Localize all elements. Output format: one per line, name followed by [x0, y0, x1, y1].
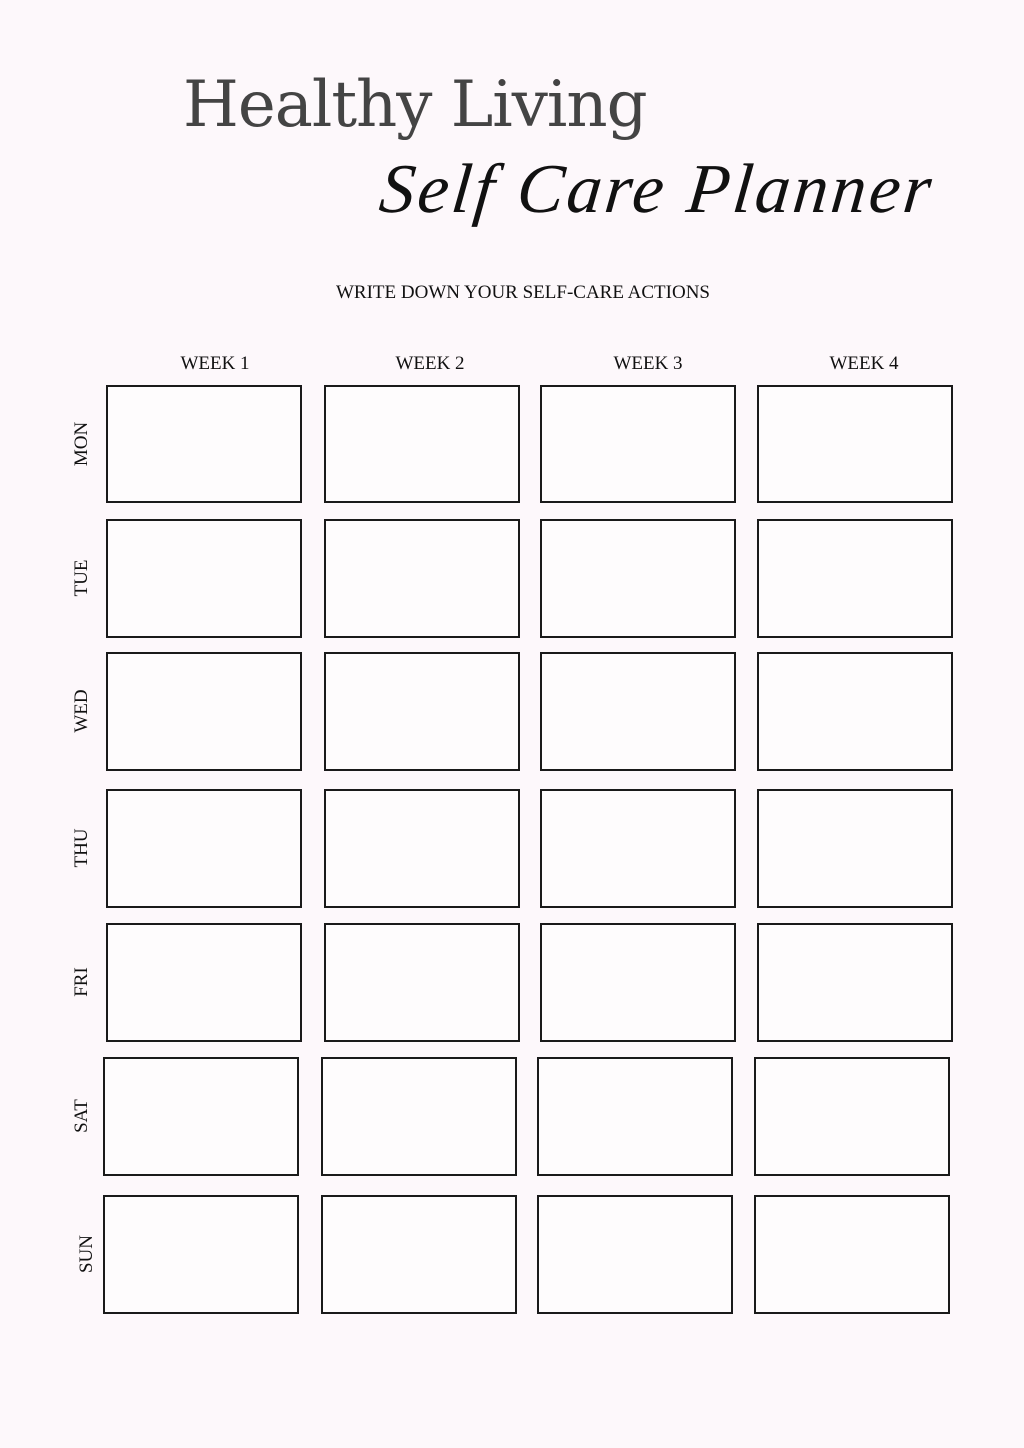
page-title: Healthy Living — [183, 68, 647, 142]
day-label: SAT — [71, 1099, 92, 1133]
week-header: WEEK 4 — [829, 353, 899, 374]
planner-cell[interactable] — [103, 1057, 299, 1176]
planner-cell[interactable] — [540, 652, 736, 771]
planner-cell[interactable] — [324, 652, 520, 771]
planner-cell[interactable] — [754, 1195, 950, 1314]
planner-cell[interactable] — [757, 923, 953, 1042]
planner-cell[interactable] — [537, 1195, 733, 1314]
planner-cell[interactable] — [540, 385, 736, 503]
day-label: MON — [71, 421, 92, 466]
day-label: TUE — [71, 559, 92, 597]
planner-cell[interactable] — [540, 789, 736, 908]
planner-cell[interactable] — [321, 1195, 517, 1314]
planner-cell[interactable] — [324, 923, 520, 1042]
subtitle: WRITE DOWN YOUR SELF-CARE ACTIONS — [335, 282, 710, 303]
planner-cell[interactable] — [757, 519, 953, 638]
week-header: WEEK 2 — [395, 353, 465, 374]
planner-cell[interactable] — [106, 652, 302, 771]
planner-cell[interactable] — [321, 1057, 517, 1176]
planner-cell[interactable] — [540, 923, 736, 1042]
day-label: SUN — [76, 1234, 97, 1274]
script-title: Self Care Planner — [376, 151, 938, 228]
planner-cell[interactable] — [324, 789, 520, 908]
planner-cell[interactable] — [106, 923, 302, 1042]
planner-cell[interactable] — [324, 385, 520, 503]
planner-cell[interactable] — [106, 385, 302, 503]
planner-cell[interactable] — [537, 1057, 733, 1176]
planner-cell[interactable] — [540, 519, 736, 638]
week-header: WEEK 3 — [613, 353, 683, 374]
planner-cell[interactable] — [754, 1057, 950, 1176]
day-label: FRI — [71, 967, 92, 997]
planner-cell[interactable] — [106, 519, 302, 638]
planner-cell[interactable] — [324, 519, 520, 638]
day-label: THU — [71, 828, 92, 868]
planner-cell[interactable] — [106, 789, 302, 908]
planner-cell[interactable] — [103, 1195, 299, 1314]
day-label: WED — [71, 689, 92, 733]
planner-cell[interactable] — [757, 385, 953, 503]
week-header: WEEK 1 — [180, 353, 250, 374]
planner-cell[interactable] — [757, 789, 953, 908]
planner-cell[interactable] — [757, 652, 953, 771]
